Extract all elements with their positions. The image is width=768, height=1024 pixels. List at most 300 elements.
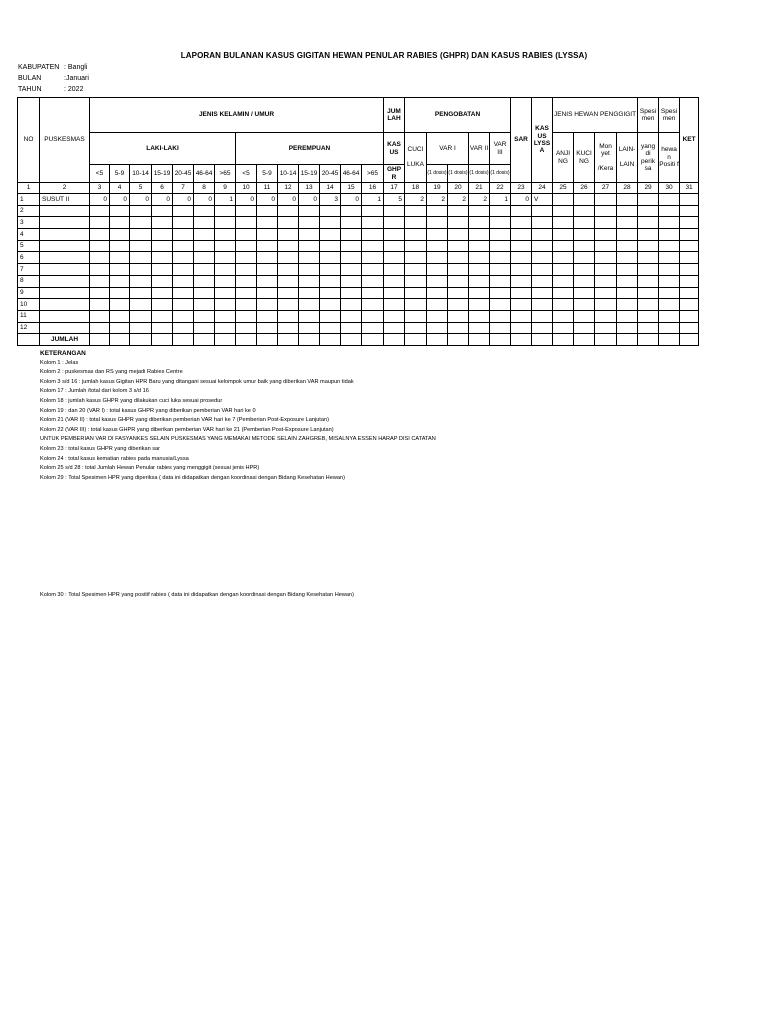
- perempuan-value: [299, 322, 320, 334]
- empty-cell: [638, 240, 659, 252]
- column-number: 2: [40, 183, 90, 194]
- empty-cell: [659, 264, 680, 276]
- row-number: 6: [18, 252, 40, 264]
- notes-title: KETERANGAN: [40, 350, 86, 357]
- empty-cell: [595, 252, 617, 264]
- perempuan-value: [341, 229, 362, 241]
- empty-cell: [638, 334, 659, 346]
- laki-laki-value: [173, 287, 194, 299]
- kera-label: /Kera: [597, 164, 614, 172]
- empty-cell: [680, 334, 699, 346]
- perempuan-value: [362, 264, 384, 276]
- laki-laki-value: [152, 264, 173, 276]
- empty-cell: [384, 334, 405, 346]
- var-i-value: [448, 322, 469, 334]
- table-row: [18, 299, 699, 311]
- perempuan-value: [362, 217, 384, 229]
- lyssa-value: [532, 299, 553, 311]
- empty-cell: [236, 334, 257, 346]
- cuci-luka-value: [405, 264, 427, 276]
- laki-laki-value: [90, 205, 110, 217]
- empty-cell: [553, 334, 574, 346]
- empty-cell: [574, 240, 595, 252]
- empty-cell: [638, 229, 659, 241]
- luka-label: LUKA: [407, 161, 424, 169]
- perempuan-value: [236, 310, 257, 322]
- var-iii-value: [490, 252, 511, 264]
- laki-laki-value: [173, 310, 194, 322]
- column-number-row: [18, 183, 699, 194]
- perempuan-value: [299, 287, 320, 299]
- empty-cell: [553, 287, 574, 299]
- var-i-value: [427, 322, 448, 334]
- perempuan-value: [299, 252, 320, 264]
- cuci-luka-value: [405, 240, 427, 252]
- column-number: 18: [405, 183, 427, 194]
- jumlah-value: 5: [384, 194, 405, 206]
- notes-section: [40, 349, 436, 483]
- empty-cell: [680, 229, 699, 241]
- empty-cell: [617, 322, 638, 334]
- empty-cell: [617, 217, 638, 229]
- empty-cell: [680, 205, 699, 217]
- laki-laki-value: [194, 275, 215, 287]
- empty-cell: [680, 264, 699, 276]
- perempuan-value: 1: [362, 194, 384, 206]
- laki-laki-value: [215, 310, 236, 322]
- monyet-kera-header: [595, 133, 617, 183]
- sar-value: [511, 252, 532, 264]
- perempuan-value: [320, 229, 341, 241]
- spesimen-diperiksa-sub: yang di perik sa: [638, 133, 659, 183]
- perempuan-value: [299, 310, 320, 322]
- empty-cell: [553, 264, 574, 276]
- empty-cell: [215, 334, 236, 346]
- empty-cell: [680, 322, 699, 334]
- var-iii-value: [490, 229, 511, 241]
- age-group-header: 5-9: [110, 165, 130, 183]
- var-i-header: VAR I: [427, 133, 469, 165]
- puskesmas-name: [40, 229, 90, 241]
- lyssa-value: [532, 275, 553, 287]
- var-i-value: [448, 217, 469, 229]
- perempuan-value: 0: [236, 194, 257, 206]
- perempuan-value: [278, 240, 299, 252]
- perempuan-value: [299, 299, 320, 311]
- laki-laki-value: [90, 264, 110, 276]
- var-i-value: [427, 275, 448, 287]
- meta-bulan: [18, 75, 89, 82]
- var-i-value: [448, 252, 469, 264]
- column-number: 30: [659, 183, 680, 194]
- var-iii-value: [490, 322, 511, 334]
- report-title: LAPORAN BULANAN KASUS GIGITAN HEWAN PENULAR RABIES (GHPR) DAN KASUS RABIES (LYSSA): [180, 51, 588, 60]
- perempuan-value: [320, 240, 341, 252]
- var-i-value: 2: [448, 194, 469, 206]
- empty-cell: [638, 322, 659, 334]
- laki-laki-value: [110, 310, 130, 322]
- laki-laki-value: [90, 229, 110, 241]
- perempuan-value: [236, 217, 257, 229]
- var-ii-value: [469, 264, 490, 276]
- perempuan-value: [341, 310, 362, 322]
- var-ii-value: [469, 275, 490, 287]
- sar-value: [511, 229, 532, 241]
- var-iii-value: [490, 240, 511, 252]
- empty-cell: [553, 275, 574, 287]
- perempuan-value: [320, 322, 341, 334]
- cuci-luka-value: [405, 217, 427, 229]
- perempuan-value: [278, 287, 299, 299]
- empty-cell: [553, 194, 574, 206]
- perempuan-value: [341, 240, 362, 252]
- age-group-header: >65: [215, 165, 236, 183]
- empty-cell: [680, 287, 699, 299]
- perempuan-value: [236, 322, 257, 334]
- lyssa-value: [532, 264, 553, 276]
- note-line: Kolom 18 : jumlah kasus GHPR yang dilakukan cuci luka sesuai prosedur: [40, 397, 223, 404]
- laki-laki-value: [173, 205, 194, 217]
- empty-cell: [659, 217, 680, 229]
- age-group-header: 20-45: [320, 165, 341, 183]
- empty-cell: [680, 310, 699, 322]
- puskesmas-name: [40, 322, 90, 334]
- perempuan-value: [257, 217, 278, 229]
- laki-laki-value: [130, 217, 152, 229]
- column-number: 7: [173, 183, 194, 194]
- laki-laki-value: [194, 264, 215, 276]
- perempuan-value: 0: [299, 194, 320, 206]
- cuci-label: CUCI: [407, 146, 424, 154]
- report-table: [17, 97, 699, 346]
- empty-cell: [511, 334, 532, 346]
- laki-laki-value: [110, 287, 130, 299]
- laki-laki-value: [194, 322, 215, 334]
- laki-laki-value: [110, 275, 130, 287]
- cuci-luka-value: [405, 252, 427, 264]
- laki-laki-header: LAKI-LAKI: [90, 133, 236, 165]
- perempuan-value: [257, 205, 278, 217]
- puskesmas-name: [40, 287, 90, 299]
- dosis-label: (1 dosis): [448, 165, 469, 183]
- empty-cell: [553, 240, 574, 252]
- jumlah-value: [384, 299, 405, 311]
- puskesmas-name: [40, 205, 90, 217]
- laki-laki-value: [173, 275, 194, 287]
- sar-value: [511, 310, 532, 322]
- empty-cell: [638, 205, 659, 217]
- laki-laki-value: [90, 217, 110, 229]
- table-row: [18, 229, 699, 241]
- column-number: 23: [511, 183, 532, 194]
- empty-cell: [617, 229, 638, 241]
- jumlah-value: [384, 322, 405, 334]
- lyssa-value: [532, 310, 553, 322]
- var-iii-value: [490, 310, 511, 322]
- table-row: [18, 287, 699, 299]
- empty-cell: [617, 205, 638, 217]
- perempuan-value: [362, 299, 384, 311]
- col-puskesmas-header: PUSKESMAS: [40, 98, 90, 183]
- perempuan-value: [257, 229, 278, 241]
- column-number: 26: [574, 183, 595, 194]
- perempuan-value: [362, 240, 384, 252]
- note-line: Kolom 1 : Jelas: [40, 359, 79, 366]
- var-i-value: [448, 310, 469, 322]
- laki-laki-value: 0: [90, 194, 110, 206]
- var-i-value: [427, 240, 448, 252]
- column-number: 20: [448, 183, 469, 194]
- empty-cell: [574, 205, 595, 217]
- laki-laki-value: [152, 322, 173, 334]
- var-iii-value: [490, 264, 511, 276]
- var-i-value: [427, 252, 448, 264]
- note-line: Kolom 17 : Jumlah /total dari kolom 3 s/d 16: [40, 388, 149, 395]
- laki-laki-value: [90, 299, 110, 311]
- perempuan-value: [257, 299, 278, 311]
- jumlah-value: [384, 310, 405, 322]
- age-group-header: 15-19: [299, 165, 320, 183]
- var-i-value: [427, 205, 448, 217]
- note-kolom-30: Kolom 30 : Total Spesimen HPR yang positif rabies ( data ini didapatkan dengan koordinasi dengan Bidang Kesehatan Hewan): [40, 592, 354, 598]
- laki-laki-value: [173, 264, 194, 276]
- laki-laki-value: [90, 275, 110, 287]
- sar-value: [511, 240, 532, 252]
- row-number: 12: [18, 322, 40, 334]
- column-number: 29: [638, 183, 659, 194]
- jumlah-value: [384, 264, 405, 276]
- lyssa-value: [532, 240, 553, 252]
- puskesmas-name: [40, 240, 90, 252]
- empty-cell: [553, 299, 574, 311]
- empty-cell: [574, 322, 595, 334]
- empty-cell: [638, 275, 659, 287]
- empty-cell: [680, 252, 699, 264]
- cuci-luka-value: [405, 205, 427, 217]
- empty-cell: [341, 334, 362, 346]
- cuci-luka-value: [405, 275, 427, 287]
- empty-cell: [574, 334, 595, 346]
- column-number: 6: [152, 183, 173, 194]
- laki-laki-value: 0: [194, 194, 215, 206]
- column-number: 1: [18, 183, 40, 194]
- var-iii-value: [490, 217, 511, 229]
- note-line: Kolom 22 (VAR III) : total kasus GHPR yang diberikan pemberian VAR hari ke 21 (Pemberian Post-Exposure Lanjutan): [40, 426, 334, 433]
- jenis-hewan-header: JENIS HEWAN PENGGIGIT: [553, 98, 638, 133]
- dosis-label: (1 dosis): [427, 165, 448, 183]
- column-number: 27: [595, 183, 617, 194]
- table-row: [18, 205, 699, 217]
- perempuan-value: [299, 229, 320, 241]
- col-no-header: NO: [18, 98, 40, 183]
- empty-cell: [617, 194, 638, 206]
- empty-cell: [617, 240, 638, 252]
- column-number: 5: [130, 183, 152, 194]
- jumlah-value: [384, 287, 405, 299]
- empty-cell: [617, 264, 638, 276]
- note-line: UNTUK PEMBERIAN VAR DI FASYANKES SELAIN PUSKESMAS YANG MEMAKAI METODE SELAIN ZAHGREB, MISALNYA ESSEN HARAP DISI CATATAN: [40, 436, 436, 443]
- jumlah-value: [384, 240, 405, 252]
- empty-cell: [680, 194, 699, 206]
- sar-value: [511, 205, 532, 217]
- laki-laki-value: [90, 310, 110, 322]
- empty-cell: [553, 229, 574, 241]
- laki-laki-value: [173, 229, 194, 241]
- var-ii-value: [469, 240, 490, 252]
- meta-key: BULAN: [18, 75, 42, 82]
- perempuan-value: [257, 275, 278, 287]
- perempuan-value: [278, 205, 299, 217]
- empty-cell: [320, 334, 341, 346]
- perempuan-value: [257, 240, 278, 252]
- empty-cell: [595, 229, 617, 241]
- empty-cell: [595, 322, 617, 334]
- empty-cell: [427, 334, 448, 346]
- note-line: Kolom 23 : total kasus GHPR yang diberikan sar: [40, 445, 161, 452]
- empty-cell: [405, 334, 427, 346]
- perempuan-value: [341, 205, 362, 217]
- total-label: JUMLAH: [40, 334, 90, 346]
- age-group-header: 46-64: [194, 165, 215, 183]
- laki-laki-value: [173, 252, 194, 264]
- meta-key: KABUPATEN: [18, 64, 60, 71]
- sar-value: [511, 275, 532, 287]
- laki-laki-value: [152, 275, 173, 287]
- cuci-luka-value: 2: [405, 194, 427, 206]
- age-group-header: <5: [236, 165, 257, 183]
- laki-laki-value: [110, 252, 130, 264]
- table-row: [18, 275, 699, 287]
- total-row: [18, 334, 699, 346]
- empty-cell: [659, 299, 680, 311]
- empty-cell: [638, 287, 659, 299]
- laki-laki-value: [215, 205, 236, 217]
- laki-laki-value: [152, 299, 173, 311]
- lyssa-value: [532, 205, 553, 217]
- lyssa-value: [532, 322, 553, 334]
- column-number: 14: [320, 183, 341, 194]
- perempuan-value: 3: [320, 194, 341, 206]
- age-group-header: 15-19: [152, 165, 173, 183]
- sar-value: 0: [511, 194, 532, 206]
- empty-cell: [659, 194, 680, 206]
- spesimen-diperiksa-header: Spesi men: [638, 98, 659, 133]
- lain-label: LAIN-: [618, 146, 636, 154]
- empty-cell: [574, 299, 595, 311]
- empty-cell: [617, 252, 638, 264]
- perempuan-value: [320, 299, 341, 311]
- laki-laki-value: [130, 322, 152, 334]
- perempuan-value: [341, 252, 362, 264]
- column-number: 12: [278, 183, 299, 194]
- empty-cell: [532, 334, 553, 346]
- puskesmas-name: SUSUT II: [40, 194, 90, 206]
- empty-cell: [490, 334, 511, 346]
- laki-laki-value: [152, 229, 173, 241]
- empty-cell: [173, 334, 194, 346]
- var-ii-value: [469, 205, 490, 217]
- var-i-value: [448, 229, 469, 241]
- empty-cell: [574, 310, 595, 322]
- perempuan-value: [362, 287, 384, 299]
- empty-cell: [362, 334, 384, 346]
- laki-laki-value: 0: [130, 194, 152, 206]
- laki-laki-value: [152, 252, 173, 264]
- empty-cell: [130, 334, 152, 346]
- lyssa-value: V: [532, 194, 553, 206]
- var-i-value: [448, 240, 469, 252]
- row-number: 8: [18, 275, 40, 287]
- column-number: 15: [341, 183, 362, 194]
- kasus-lyssa-header: KAS US LYSS A: [532, 98, 553, 183]
- row-number: 5: [18, 240, 40, 252]
- note-line: Kolom 19 : dan 20 (VAR I) : total kasus GHPR yang diberikan pemberian VAR hari ke 0: [40, 407, 256, 414]
- empty-cell: [553, 217, 574, 229]
- empty-cell: [595, 217, 617, 229]
- laki-laki-value: [110, 240, 130, 252]
- empty-cell: [574, 275, 595, 287]
- laki-laki-value: [130, 287, 152, 299]
- laki-laki-value: [215, 299, 236, 311]
- perempuan-value: [236, 229, 257, 241]
- var-ii-value: [469, 252, 490, 264]
- row-number: 11: [18, 310, 40, 322]
- perempuan-value: [320, 264, 341, 276]
- column-number: 25: [553, 183, 574, 194]
- perempuan-value: [341, 217, 362, 229]
- empty-cell: [680, 217, 699, 229]
- empty-cell: [617, 310, 638, 322]
- empty-cell: [638, 264, 659, 276]
- table-row: [18, 252, 699, 264]
- var-i-value: [448, 275, 469, 287]
- laki-laki-value: [110, 217, 130, 229]
- lyssa-value: [532, 287, 553, 299]
- laki-laki-value: [130, 205, 152, 217]
- var-i-value: [448, 287, 469, 299]
- row-number: 2: [18, 205, 40, 217]
- puskesmas-name: [40, 264, 90, 276]
- perempuan-value: [341, 287, 362, 299]
- cuci-luka-value: [405, 310, 427, 322]
- sar-value: [511, 322, 532, 334]
- empty-cell: [299, 334, 320, 346]
- perempuan-value: [257, 252, 278, 264]
- var-iii-value: [490, 299, 511, 311]
- column-number: 8: [194, 183, 215, 194]
- perempuan-value: [236, 299, 257, 311]
- table-row: [18, 194, 699, 206]
- column-number: 10: [236, 183, 257, 194]
- dosis-label: (1 dosis): [490, 165, 511, 183]
- table-row: [18, 217, 699, 229]
- empty-cell: [110, 334, 130, 346]
- empty-cell: [595, 299, 617, 311]
- table-row: [18, 264, 699, 276]
- empty-cell: [617, 287, 638, 299]
- perempuan-value: [278, 322, 299, 334]
- perempuan-value: [341, 264, 362, 276]
- laki-laki-value: [152, 287, 173, 299]
- empty-cell: [680, 240, 699, 252]
- laki-laki-value: [173, 217, 194, 229]
- var-ii-value: [469, 287, 490, 299]
- perempuan-value: [278, 252, 299, 264]
- laki-laki-value: [215, 217, 236, 229]
- empty-cell: [257, 334, 278, 346]
- var-ii-value: [469, 229, 490, 241]
- column-number: 9: [215, 183, 236, 194]
